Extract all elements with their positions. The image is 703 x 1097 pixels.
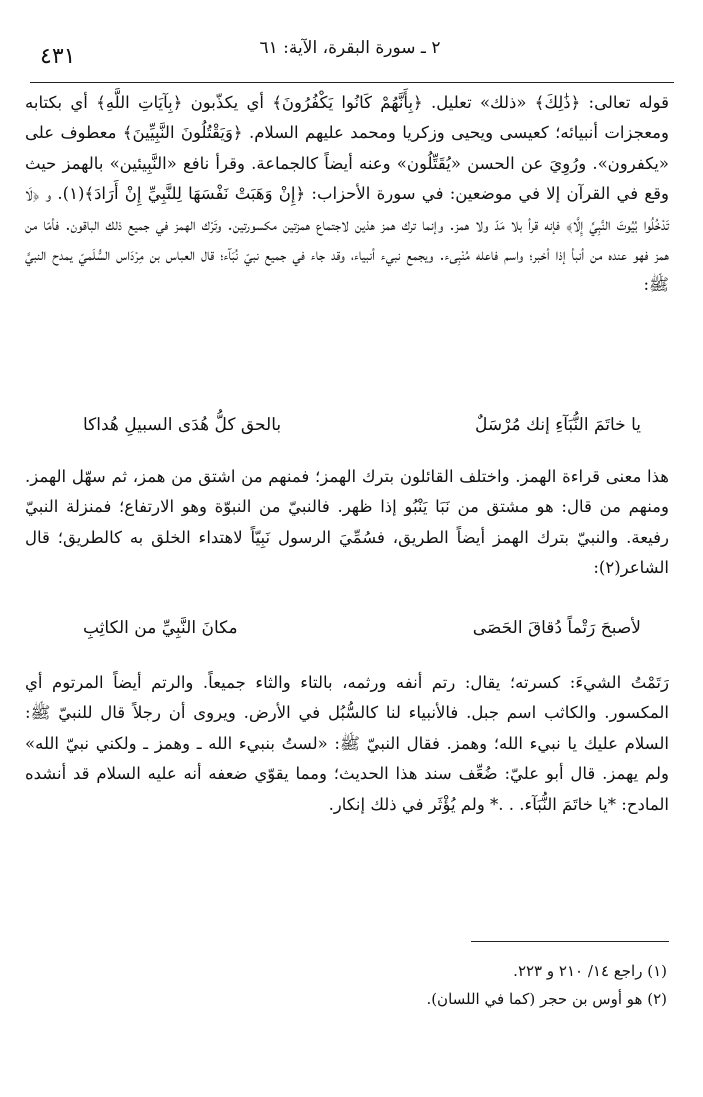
running-header: ٢ ـ سورة البقرة، الآية: ٦١ (259, 38, 441, 58)
verse-1-second-hemistich: بالحق كلُّ هُدَى السبيلِ هُداكا (83, 415, 282, 435)
body-paragraph-3: رَتَمْتُ الشيءَ: كسرته؛ يقال: رتم أنفه ورثمه، بالتاء والثاء جميعاً. والرتم أيضاً المرتوم أي المكسور. والكاثب اسم جبل. فالأنبياء لنا كالسُّبُل في الأرض. ويروى أن رجلاً قال للنبيّ ﷺ: السلام عليك يا نبيء الله؛ وهمز. فقال النبيّ ﷺ: «لستُ بنبيء الله ـ وهمز ـ ولكني نبيّ الله» ولم يهمز. قال أبو عليّ: ضُعِّف سند هذا الحديث؛ ومما يقوّي ضعفه أنه عليه السلام قد أنشده المادح: *يا خاتَمَ النُّبَآء. . .* ولم يُؤْثَر في ذلك إنكار. (25, 673, 669, 814)
poetry-verse-2 (31, 618, 663, 650)
header-rule (30, 82, 674, 83)
body-paragraph-1: قوله تعالى: ﴿ذَٰلِكَ﴾ «ذلك» تعليل. ﴿بِأَنَّهُمْ كَانُوا يَكْفُرُونَ﴾ أي يكذّبون ﴿بِآيَاتِ اللَّهِ﴾ أي بكتابه ومعجزات أنبيائه؛ كعيسى ويحيى وزكريا ومحمد عليهم السلام. ﴿وَيَقْتُلُونَ النَّبِيِّينَ﴾ معطوف على «يكفرون». ورُوِيَ عن الحسن «يُقَتِّلُون» وعنه أيضاً كالجماعة. وقرأ نافع «النَّبِيئين» بالهمز حيث وقع في القرآن إلا في موضعين: في سورة الأحزاب: ﴿إِنْ وَهَبَتْ نَفْسَهَا لِلنَّبِيِّ إِنْ أَرَادَ﴾(١). و ﴿لَا تَدْخُلُوا بُيُوتَ النَّبِيِّ إِلَّا﴾ فإنه قرأ بلا مَدّ ولا همز. وإنما ترك همز هذين لاجتماع همزتين مكسورتين. وتَرْك الهمز في جميع ذلك الباقون. فأمّا من همز فهو عنده من أنبأ إذا أخبر؛ واسم فاعله مُنْبِىء. ويجمع نبيء أنبياء، وقد جاء في جميع نبيّ نُبَآء؛ قال العباس بن مِرْدَاس السُّلَميّ يمدح النبيَّ ﷺ: (25, 93, 669, 295)
footnote-1: (١) راجع ١٤/ ٢١٠ و ٢٢٣. (513, 962, 667, 980)
footnote-rule (471, 941, 669, 942)
verse-2-first-hemistich: لأصبحَ رَتْماً دُقاقَ الحَصَى (472, 618, 641, 638)
page-number: ٤٣١ (40, 44, 76, 69)
footnote-2: (٢) هو أوس بن حجر (كما في اللسان). (426, 990, 667, 1008)
poetry-verse-1 (31, 415, 663, 447)
verse-1-first-hemistich: يا خاتَمَ النُّبَآءِ إنك مُرْسَلٌ (475, 415, 641, 435)
body-paragraph-2: هذا معنى قراءة الهمز. واختلف القائلون بترك الهمز؛ فمنهم من اشتق من همز، ثم سهّل الهمز. ومنهم من قال: هو مشتق من نَبَا يَنْبُو إذا ظهر. فالنبيّ من النبوّة وهو الارتفاع؛ فمنزلة النبيّ رفيعة. والنبيّ بترك الهمز أيضاً الطريق، فسُمِّيَ الرسول نَبِيّاً لاهتداء الخلق به كالطريق؛ قال الشاعر(٢): (25, 467, 669, 578)
verse-2-second-hemistich: مكانَ النَّبِيِّ من الكاثِبِ (83, 618, 238, 638)
